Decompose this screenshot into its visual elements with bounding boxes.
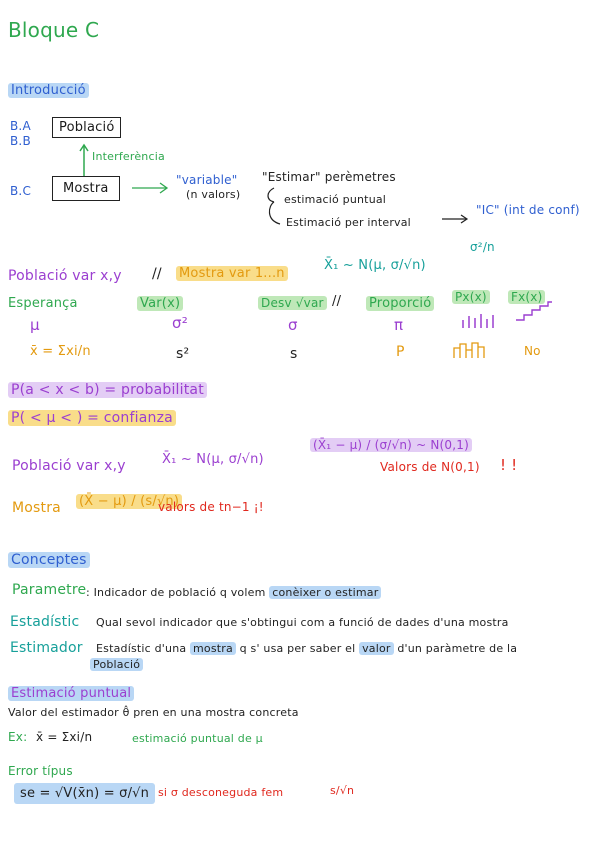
valors-n-label: Valors de N(0,1)	[380, 460, 480, 474]
sample-s: s	[290, 346, 298, 362]
error-heading: Error típus	[8, 764, 73, 778]
page-title: Bloque C	[8, 18, 100, 42]
concepts-heading: Conceptes	[8, 552, 90, 568]
bangs: ! !	[500, 456, 518, 474]
puntual-heading: Estimació puntual	[8, 686, 134, 701]
conf-line: P( < μ < ) = confianza	[8, 410, 176, 426]
variable-label: "variable"	[176, 173, 238, 187]
estim-def-line2: Població	[90, 658, 143, 671]
pop-mu: μ	[30, 316, 40, 334]
valors-t-label: valors de tn−1 ¡!	[158, 500, 264, 514]
header-separator: //	[332, 294, 342, 309]
intro-heading	[8, 83, 89, 98]
error-note-frac: s/√n	[330, 784, 355, 797]
puntual-line: Valor del estimador θ̂ pren en una mostra concreta	[8, 706, 299, 719]
estad-term: Estadístic	[10, 614, 80, 630]
ba-label: B.A	[10, 119, 31, 133]
poblacio-var-label: Població var x,y	[8, 268, 122, 284]
pop-sigma: σ	[288, 316, 298, 334]
mostra-var-text: Mostra var 1...n	[176, 266, 288, 281]
pop-known-formula: X̄₁ ~ N(μ, σ/√n)	[162, 452, 264, 467]
sample-xbar: x̄ = Σxi/n	[30, 344, 91, 359]
mostra-var-label	[176, 266, 288, 281]
header-proporcio: Proporció	[366, 296, 434, 311]
sigma2n: σ²/n	[470, 240, 495, 254]
prob-line: P(a < x < b) = probabilitat	[8, 382, 207, 398]
poblacio-box: Població	[52, 117, 121, 138]
sample-s2: s²	[176, 346, 190, 362]
separator: //	[152, 266, 162, 282]
ic-label: "IC" (int de conf)	[476, 203, 580, 217]
header-var: Var(x)	[137, 296, 183, 311]
ex-formula: x̄ = Σxi/n	[36, 730, 93, 744]
ex-note: estimació puntual de μ	[132, 732, 263, 745]
estim-def-line1: Estadístic d'una mostra q s' usa per saber el valor d'un paràmetre de la	[96, 642, 518, 655]
param-term: Parametre	[12, 582, 87, 598]
standardization: (X̄₁ − μ) / (σ/√n) ~ N(0,1)	[310, 438, 472, 452]
intro-heading-text: Introducció	[8, 83, 89, 98]
error-note: si σ desconeguda fem	[158, 786, 284, 799]
xbar-dist: X̄₁ ~ N(μ, σ/√n)	[324, 258, 426, 273]
estad-def: Qual sevol indicador que s'obtingui com a funció de dades d'una mostra	[96, 616, 509, 629]
ex-label: Ex:	[8, 730, 28, 744]
no-label: No	[524, 344, 541, 358]
bc-label: B.C	[10, 184, 32, 198]
histogram-icon	[452, 340, 492, 360]
param-def: : Indicador de població q volem conèixer o estimar	[86, 586, 381, 599]
pop-known-label: Població var x,y	[12, 458, 126, 474]
header-esperanca: Esperança	[8, 296, 78, 311]
bb-label: B.B	[10, 134, 31, 148]
inference-arrow-icon	[78, 142, 90, 178]
estim-term: Estimador	[10, 640, 83, 656]
sample-p: P	[396, 344, 405, 360]
nvalors-label: (n valors)	[186, 188, 241, 201]
inference-label: Interferència	[92, 150, 165, 163]
header-px: Px(x)	[452, 290, 490, 304]
header-desv: Desv √var	[258, 296, 327, 310]
puntual-label: estimació puntual	[284, 193, 387, 206]
pop-sigma2: σ²	[172, 314, 188, 332]
estimar-label: "Estimar" perèmetres	[262, 170, 396, 184]
interval-arrow-icon	[440, 212, 472, 226]
header-fx: Fx(x)	[508, 290, 545, 304]
pop-pi: π	[394, 316, 404, 334]
branch-brace-icon	[262, 186, 284, 230]
interval-label: Estimació per interval	[286, 216, 411, 229]
mostra-box: Mostra	[52, 176, 120, 201]
mostra-t-formula: (X̄ − μ) / (s/√n)	[76, 494, 182, 509]
discrete-bars-icon	[460, 310, 496, 330]
right-arrow-icon	[130, 180, 170, 196]
step-function-icon	[514, 300, 554, 324]
error-formula: se = √V(x̄n) = σ/√n	[14, 786, 155, 801]
mostra-t-label: Mostra	[12, 500, 61, 516]
